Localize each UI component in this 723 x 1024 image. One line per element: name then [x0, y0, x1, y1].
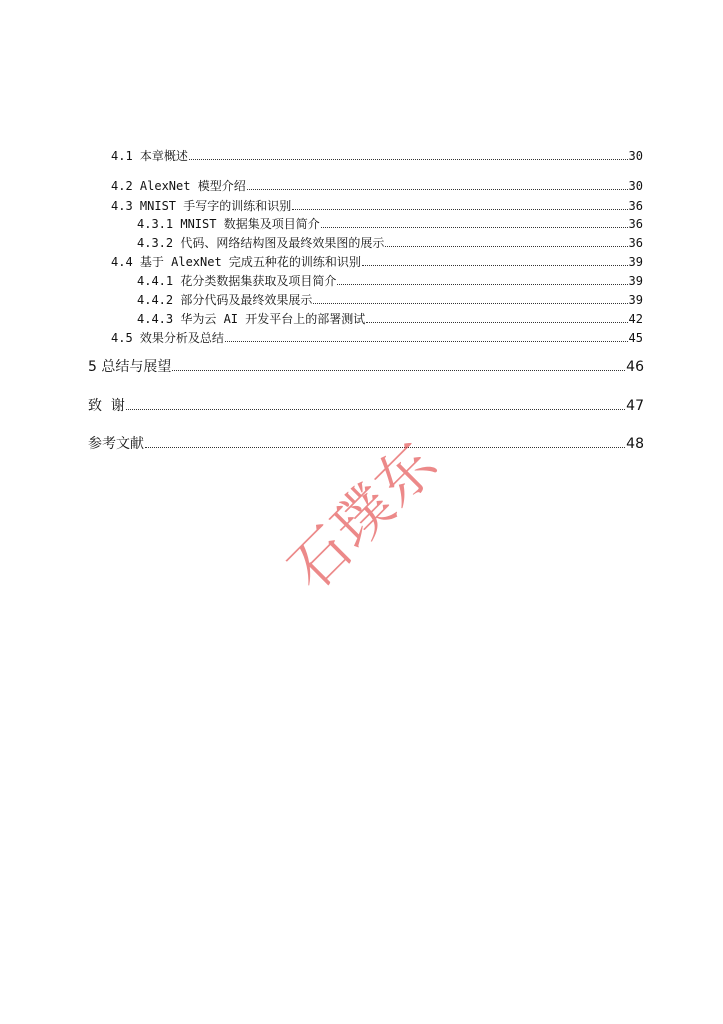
toc-entry-page: 39 — [628, 274, 643, 288]
dot-leader — [321, 227, 628, 228]
toc-entry-4-3-1[interactable] — [137, 218, 643, 230]
toc-entry-label: 4.4.2 部分代码及最终效果展示 — [137, 293, 313, 307]
toc-entry-4-4[interactable] — [111, 256, 643, 268]
toc-entry-page: 39 — [628, 255, 643, 269]
toc-entry-4-4-2[interactable] — [137, 294, 643, 306]
toc-entry-chapter-5[interactable] — [88, 360, 644, 374]
dot-leader — [189, 159, 628, 160]
toc-entry-label: 4.5 效果分析及总结 — [111, 331, 224, 345]
dot-leader — [225, 341, 628, 342]
toc-entry-4-2[interactable] — [111, 180, 643, 192]
toc-entry-page: 46 — [626, 359, 644, 375]
toc-entry-page: 45 — [628, 331, 643, 345]
toc-entry-page: 39 — [628, 293, 643, 307]
toc-entry-page: 36 — [628, 236, 643, 250]
toc-entry-4-4-1[interactable] — [137, 275, 643, 287]
toc-entry-page: 36 — [628, 217, 643, 231]
toc-entry-label: 4.2 AlexNet 模型介绍 — [111, 179, 246, 193]
toc-entry-4-5[interactable] — [111, 332, 643, 344]
toc-entry-label: 4.1 本章概述 — [111, 149, 188, 163]
toc-entry-page: 48 — [626, 436, 644, 452]
toc-entry-4-3[interactable] — [111, 200, 643, 212]
toc-entry-label: 5 总结与展望 — [88, 359, 172, 375]
toc-entry-acknowledgements[interactable] — [88, 399, 644, 413]
toc-entry-label: 4.3 MNIST 手写字的训练和识别 — [111, 199, 292, 213]
toc-entry-4-4-3[interactable] — [137, 313, 643, 325]
toc-entry-4-1[interactable] — [111, 150, 643, 162]
toc-entry-page: 30 — [628, 179, 643, 193]
toc-entry-label: 4.4 基于 AlexNet 完成五种花的训练和识别 — [111, 255, 361, 269]
toc-entry-label: 致 谢 — [88, 398, 125, 414]
dot-leader — [247, 189, 628, 190]
toc-entry-page: 42 — [628, 312, 643, 326]
toc-entry-label: 4.4.1 花分类数据集获取及项目简介 — [137, 274, 337, 288]
toc-entry-page: 30 — [628, 149, 643, 163]
dot-leader — [366, 322, 627, 323]
toc-entry-label: 4.3.2 代码、网络结构图及最终效果图的展示 — [137, 236, 385, 250]
toc-entry-label: 4.4.3 华为云 AI 开发平台上的部署测试 — [137, 312, 366, 326]
toc-entry-references[interactable] — [88, 437, 644, 451]
toc-entry-4-3-2[interactable] — [137, 237, 643, 249]
dot-leader — [292, 209, 627, 210]
toc-entry-page: 36 — [628, 199, 643, 213]
dot-leader — [313, 303, 627, 304]
dot-leader — [172, 370, 625, 371]
dot-leader — [126, 409, 625, 410]
dot-leader — [145, 447, 625, 448]
toc-entry-label: 4.3.1 MNIST 数据集及项目简介 — [137, 217, 320, 231]
dot-leader — [337, 284, 627, 285]
dot-leader — [385, 246, 627, 247]
dot-leader — [362, 265, 628, 266]
watermark-stamp: 石璞东 — [275, 427, 452, 604]
toc-entry-label: 参考文献 — [88, 436, 144, 452]
toc-entry-page: 47 — [626, 398, 644, 414]
